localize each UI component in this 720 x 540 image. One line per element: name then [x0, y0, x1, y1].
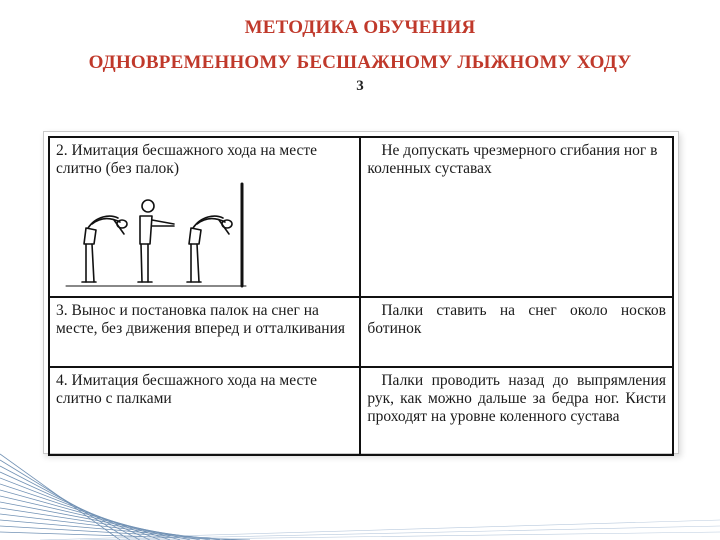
skier-imitation-illustration — [56, 182, 256, 292]
instruction-cell — [360, 297, 673, 367]
methodology-table — [48, 136, 674, 456]
table-row — [49, 137, 673, 297]
upright-figure-center — [138, 200, 174, 282]
instruction-text: Не допускать чрезмерного сгибания ног в коленных суставах — [367, 142, 658, 177]
exercise-cell — [49, 297, 360, 367]
bent-figure-right — [187, 216, 232, 282]
exercise-cell — [49, 367, 360, 455]
instruction-cell — [360, 367, 673, 455]
instruction-text: Палки ставить на снег около носков ботинок — [367, 302, 666, 337]
exercise-cell — [49, 137, 360, 297]
page-title-line-2: ОДНОВРЕМЕННОМУ БЕСШАЖНОМУ ЛЫЖНОМУ ХОДУ — [88, 52, 632, 73]
page-title-line-1: МЕТОДИКА ОБУЧЕНИЯ — [244, 17, 476, 38]
exercise-text: 4. Имитация бесшажного хода на месте слитно с палками — [56, 372, 317, 407]
page-number: 3 — [356, 78, 364, 94]
exercise-text: 3. Вынос и постановка палок на снег на месте, без движения вперед и отталкивания — [56, 302, 346, 337]
instruction-text: Палки проводить назад до выпрямления рук, как можно дальше за бедра ног. Кисти проходят на уровне коленного сустава — [367, 372, 666, 425]
methodology-table-frame — [43, 131, 679, 454]
table-row — [49, 297, 673, 367]
instruction-cell — [360, 137, 673, 297]
exercise-text: 2. Имитация бесшажного хода на месте слитно (без палок) — [56, 142, 317, 177]
bottom-left-decoration — [0, 450, 720, 540]
bent-figure-left — [82, 216, 127, 282]
table-row — [49, 367, 673, 455]
